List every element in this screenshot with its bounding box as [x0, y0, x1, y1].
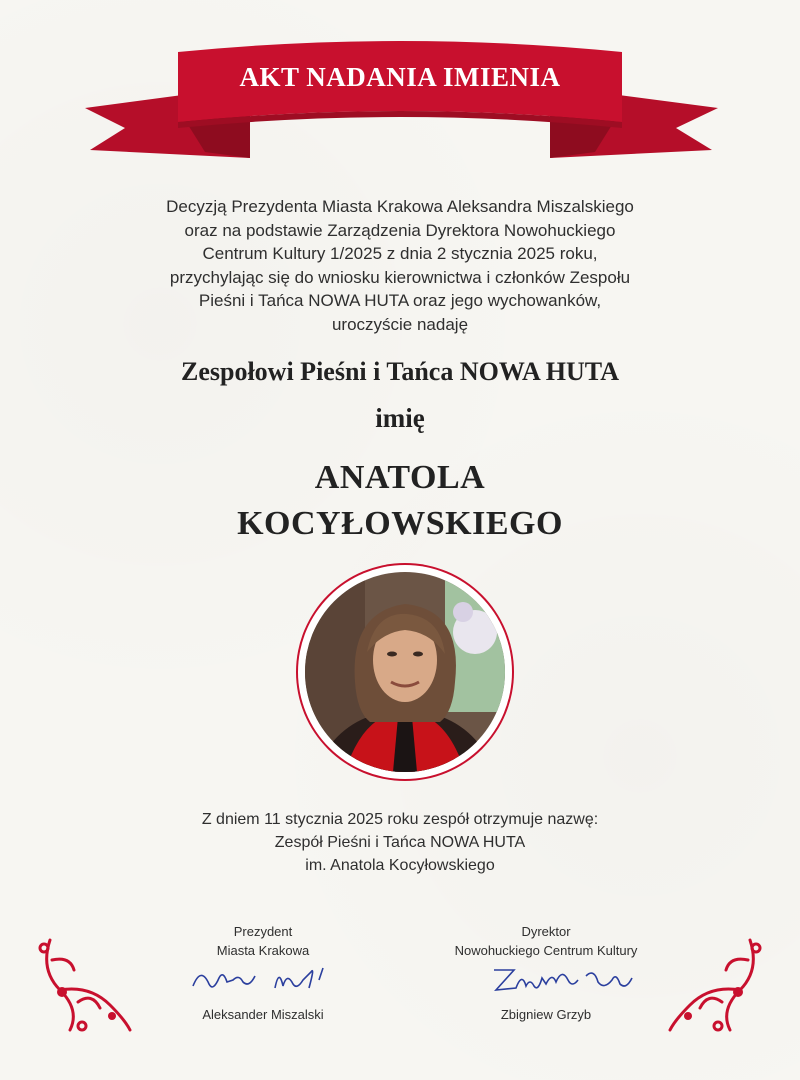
- name-change-text: [0, 808, 800, 877]
- imie-label: imię: [375, 403, 425, 433]
- decision-text: [100, 195, 700, 336]
- portrait-photo: [305, 572, 505, 772]
- name-change-line: im. Anatola Kocyłowskiego: [305, 857, 495, 874]
- signature-president: [183, 958, 343, 998]
- decision-line: Pieśni i Tańca NOWA HUTA oraz jego wychowanków,: [198, 291, 602, 310]
- signature-director: [486, 958, 656, 998]
- signatory-title: Dyrektor: [521, 924, 571, 939]
- folk-ornament-left-icon: [30, 930, 140, 1040]
- signature-block-director: [446, 922, 646, 1022]
- folk-ornament-right-icon: [660, 930, 770, 1040]
- decision-line: oraz na podstawie Zarządzenia Dyrektora Nowohuckiego: [184, 220, 616, 240]
- ensemble-name: Zespołowi Pieśni i Tańca NOWA HUTA: [181, 357, 619, 386]
- decision-line: Decyzją Prezydenta Miasta Krakowa Aleksandra Miszalskiego: [166, 197, 634, 216]
- portrait-frame: [298, 565, 512, 779]
- patron-name: [0, 455, 800, 547]
- signatory-name: Aleksander Miszalski: [202, 1007, 324, 1022]
- ribbon-banner: [0, 0, 800, 200]
- decision-line: przychylając się do wniosku kierownictwa i członków Zespołu: [169, 267, 631, 287]
- signature-block-president: [163, 922, 363, 1022]
- ribbon-title: AKT NADANIA IMIENIA: [239, 62, 561, 92]
- patron-first-name: ANATOLA: [314, 459, 486, 496]
- signatory-title: Prezydent: [233, 924, 293, 939]
- decision-line: Centrum Kultury 1/2025 z dnia 2 stycznia 2025 roku,: [202, 244, 598, 263]
- signatory-title: Nowohuckiego Centrum Kultury: [454, 943, 638, 958]
- signatory-title: Miasta Krakowa: [216, 943, 310, 958]
- signatory-name: Zbigniew Grzyb: [500, 1007, 592, 1022]
- decision-line: uroczyście nadaję: [331, 314, 469, 334]
- name-change-line: Z dniem 11 stycznia 2025 roku zespół otrzymuje nazwę:: [201, 811, 599, 828]
- name-change-line: Zespół Pieśni i Tańca NOWA HUTA: [274, 834, 526, 851]
- patron-last-name: KOCYŁOWSKIEGO: [237, 505, 563, 542]
